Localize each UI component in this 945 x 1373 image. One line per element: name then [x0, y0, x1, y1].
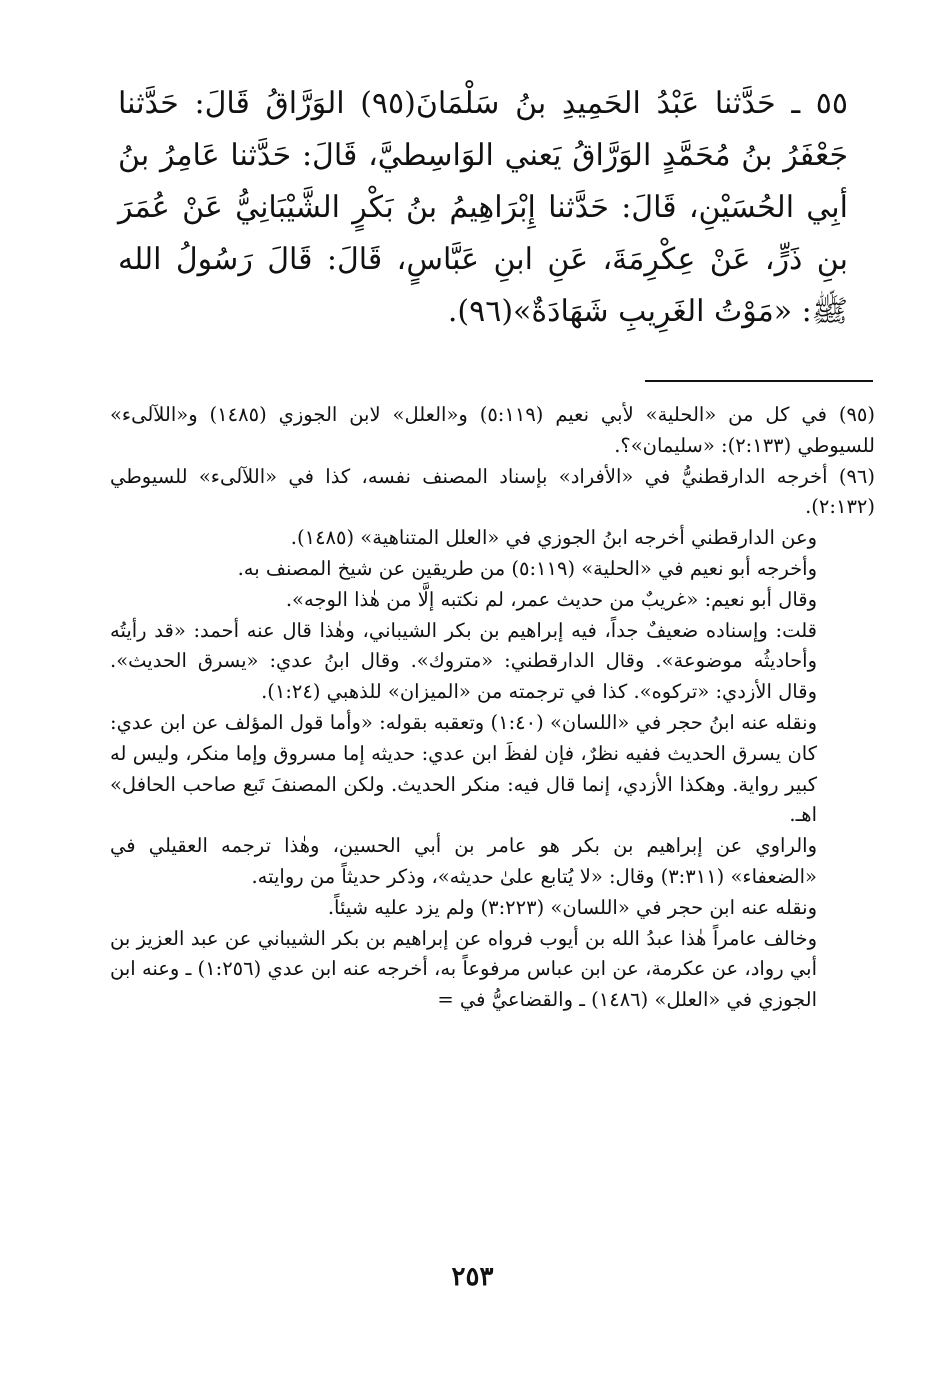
- footnote-96-para: وعن الدارقطني أخرجه ابنُ الجوزي في «العلل المتناهية» (١٤٨٥).: [290, 526, 817, 550]
- footnote-divider: [645, 380, 873, 382]
- footnote-96-para: وأخرجه أبو نعيم في «الحلية» (٥:١١٩) من طريقين عن شيخ المصنف به.: [237, 556, 817, 580]
- footnote-96-para: ونقله عنه ابن حجر في «اللسان» (٣:٢٢٣) ولم يزد عليه شيئاً.: [327, 895, 817, 919]
- footnote-96-para: وقال أبو نعيم: «غريبٌ من حديث عمر، لم نكتبه إلَّا من هٰذا الوجه».: [285, 587, 817, 611]
- footnotes: [110, 400, 875, 1016]
- footnote-96-para: والراوي عن إبراهيم بن بكر هو عامر بن أبي الحسين، وهٰذا ترجمه العقيلي في «الضعفاء» (٣:٣١١) وقال: «لا يُتابع علىٰ حديثه»، وذكر حديثاً من روايته.: [110, 834, 817, 888]
- footnote-96-para: وخالف عامراً هٰذا عبدُ الله بن أيوب فرواه عن إبراهيم بن بكر الشيباني عن عبد العزيز بن أبي رواد، عن عكرمة، عن ابن عباس مرفوعاً به، أخرجه عنه ابن عدي (١:٢٥٦) ـ وعنه ابن الجوزي في «العلل» (١٤٨٦) ـ والقضاعيُّ في =: [110, 926, 817, 1012]
- page-number: ٢٥٣: [451, 1262, 494, 1292]
- hadith-text: [118, 78, 848, 338]
- footnote-96-para: ونقله عنه ابنُ حجر في «اللسان» (١:٤٠) وتعقبه بقوله: «وأما قول المؤلف عن ابن عدي: كان يسرق الحديث ففيه نظرٌ، فإن لفظَ ابن عدي: حديثه إما مسروق وإما منكر، وليس له كبير رواية. وهكذا الأزدي، إنما قال فيه: منكر الحديث. ولكن المصنفَ تَبع صاحب الحافل» اهـ.: [110, 710, 817, 827]
- footnote-95: (٩٥) في كل من «الحلية» لأبي نعيم (٥:١١٩) و«العلل» لابن الجوزي (١٤٨٥) و«اللآلىء» للسيوطي (٢:١٣٣): «سليمان»؟.: [110, 403, 876, 457]
- hadith-paragraph: ٥٥ ـ حَدَّثنا عَبْدُ الحَمِيدِ بنُ سَلْمَانَ(٩٥) الوَرَّاقُ قَالَ: حَدَّثنا جَعْفَرُ بنُ مُحَمَّدٍ الوَرَّاقُ يَعني الوَاسِطيَّ، قَالَ: حَدَّثنا عَامِرُ بنُ أبِي الحُسَيْنِ، قَالَ: حَدَّثنا إِبْرَاهِيمُ بنُ بَكْرٍ الشَّيْبَانِيُّ عَنْ عُمَرَ بنِ ذَرٍّ، عَنْ عِكْرِمَةَ، عَنِ ابنِ عَبَّاسٍ، قَالَ: قَالَ رَسُولُ الله ﷺ: «مَوْتُ الغَرِيبِ شَهَادَةٌ»(٩٦).: [118, 86, 849, 329]
- footnote-96-para: قلت: وإسناده ضعيفٌ جداً، فيه إبراهيم بن بكر الشيباني، وهٰذا قال عنه أحمد: «قد رأيتُه وأحاديثُه موضوعة». وقال الدارقطني: «متروك». وقال ابنُ عدي: «يسرق الحديث». وقال الأزدي: «تركوه». كذا في ترجمته من «الميزان» للذهبي (١:٢٤).: [110, 618, 817, 704]
- footnote-96: (٩٦) أخرجه الدارقطنيُّ في «الأفراد» بإسناد المصنف نفسه، كذا في «اللآلىء» للسيوطي (٢:١٣٢).: [110, 464, 875, 519]
